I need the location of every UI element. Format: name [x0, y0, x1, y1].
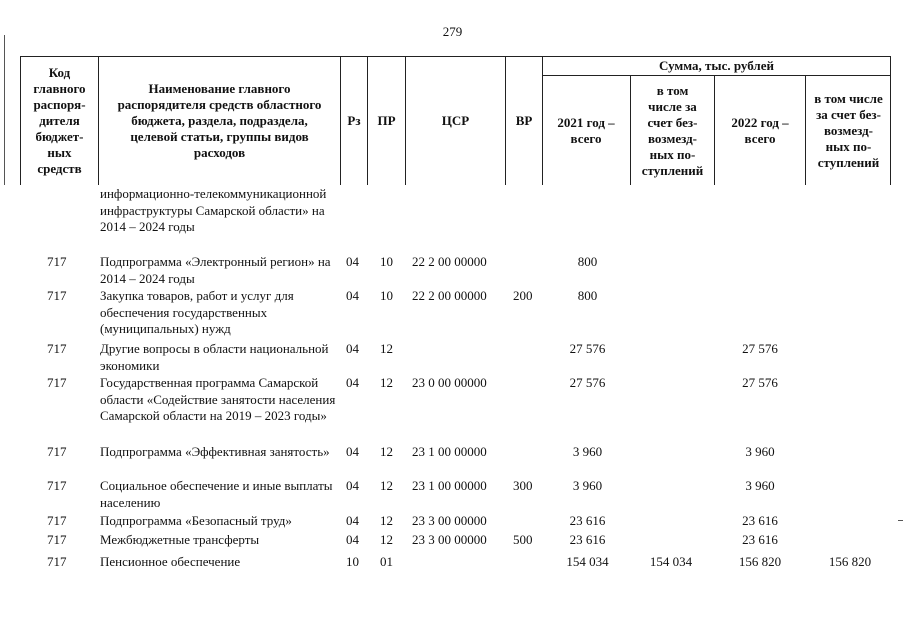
row-rz: 04 — [346, 288, 359, 303]
row-vr: 200 — [513, 288, 533, 303]
row-pr: 10 — [380, 288, 393, 303]
row-code: 717 — [47, 254, 67, 269]
row-name: Подпрограмма «Безопасный труд» — [100, 513, 292, 528]
header-pr — [367, 56, 405, 185]
row-rz: 04 — [346, 254, 359, 269]
row-rz: 04 — [346, 532, 359, 547]
row-y2021: 3 960 — [572, 444, 603, 459]
row-y2021: 154 034 — [566, 554, 609, 569]
row-code: 717 — [47, 341, 67, 356]
row-name: Государственная программа Самарской области «Содействие занятости населения Самарской области на 2019 – 2023 годы» — [100, 375, 336, 423]
row-rz: 04 — [346, 444, 359, 459]
row-code: 717 — [47, 478, 67, 493]
header-y2021 — [542, 76, 630, 185]
row-y2021: 800 — [577, 288, 598, 303]
row-code: 717 — [47, 375, 67, 390]
row-code: 717 — [47, 532, 67, 547]
row-pr: 12 — [380, 478, 393, 493]
row-csr: 23 1 00 00000 — [412, 478, 487, 493]
header-y2021-free — [631, 76, 714, 185]
header-sum: Сумма, тыс. рублей — [659, 57, 774, 73]
row-code: 717 — [47, 444, 67, 459]
header-top-border — [20, 56, 891, 57]
scan-edge-line — [4, 35, 5, 185]
row-vr: 500 — [513, 532, 533, 547]
header-rz-label: Рз — [347, 112, 361, 128]
row-y2022: 27 576 — [742, 375, 778, 390]
row-y2021: 23 616 — [569, 513, 606, 528]
row-name: Социальное обеспечение и иные выплаты населению — [100, 478, 333, 510]
header-vr-label: ВР — [515, 112, 533, 128]
header-csr — [405, 56, 505, 185]
row-csr: 23 1 00 00000 — [412, 444, 487, 459]
header-name-label: Наименование главного распорядителя средств областного бюджета, раздела, подраздела, целевой статьи, группы видов расходов — [117, 80, 322, 160]
row-pr: 10 — [380, 254, 393, 269]
row-csr: 23 3 00 00000 — [412, 532, 487, 547]
header-rz — [340, 56, 367, 185]
row-name: Межбюджетные трансферты — [100, 532, 260, 547]
row-csr: 23 0 00 00000 — [412, 375, 487, 390]
row-rz: 04 — [346, 375, 359, 390]
header-code-label: Код главного распоря-дителя бюджет-ных средств — [33, 64, 86, 176]
header-vr — [505, 56, 542, 185]
row-rz: 04 — [346, 513, 359, 528]
row-y2021: 3 960 — [572, 478, 603, 493]
header-y2022-free — [806, 76, 891, 185]
row-y2021: 23 616 — [569, 532, 606, 547]
row-code: 717 — [47, 288, 67, 303]
row-y2021-free: 154 034 — [649, 554, 693, 569]
row-pr: 12 — [380, 513, 393, 528]
header-y2022-free-label: в том числе за счет без-возмезд-ных по-ступлений — [814, 90, 883, 170]
header-y2021-free-label: в том числе за счет без-возмезд-ных по-ступлений — [641, 82, 704, 178]
margin-tick — [898, 520, 903, 521]
row-csr: 22 2 00 00000 — [412, 288, 487, 303]
row-y2021: 27 576 — [569, 341, 606, 356]
header-csr-label: ЦСР — [441, 112, 470, 128]
row-name: Другие вопросы в области национальной экономики — [100, 341, 329, 373]
header-pr-label: ПР — [377, 112, 396, 128]
row-y2022: 3 960 — [745, 478, 775, 493]
row-y2022: 23 616 — [742, 532, 778, 547]
header-y2022-label: 2022 год – всего — [731, 114, 789, 146]
header-y2022 — [715, 76, 805, 185]
row-name: Подпрограмма «Эффективная занятость» — [100, 444, 330, 459]
row-pr: 12 — [380, 375, 393, 390]
row-name: Подпрограмма «Электронный регион» на 2014 – 2024 годы — [100, 254, 331, 286]
row-rz: 04 — [346, 341, 359, 356]
row-y2022: 156 820 — [738, 554, 782, 569]
row-csr: 23 3 00 00000 — [412, 513, 487, 528]
row-rz: 10 — [346, 554, 359, 569]
table-header — [20, 56, 891, 185]
row-vr: 300 — [513, 478, 533, 493]
header-code — [20, 56, 98, 185]
row-y2021: 800 — [577, 254, 598, 269]
row-name: Закупка товаров, работ и услуг для обеспечения государственных (муниципальных) нужд — [100, 288, 294, 336]
row-rz: 04 — [346, 478, 359, 493]
row-y2021: 27 576 — [569, 375, 606, 390]
row-pr: 12 — [380, 341, 393, 356]
page-number: 279 — [442, 24, 463, 39]
row-y2022-free: 156 820 — [828, 554, 872, 569]
row-y2022: 3 960 — [745, 444, 775, 459]
header-y2021-label: 2021 год – всего — [557, 114, 615, 146]
row-code: 717 — [47, 513, 67, 528]
row-name: информационно-телекоммуникационной инфраструктуры Самарской области» на 2014 – 2024 годы — [100, 186, 327, 234]
row-y2022: 23 616 — [742, 513, 778, 528]
row-y2022: 27 576 — [742, 341, 778, 356]
row-name: Пенсионное обеспечение — [100, 554, 241, 569]
row-csr: 22 2 00 00000 — [412, 254, 487, 269]
row-code: 717 — [47, 554, 67, 569]
row-pr: 01 — [380, 554, 393, 569]
row-pr: 12 — [380, 532, 393, 547]
header-name — [98, 56, 340, 185]
row-pr: 12 — [380, 444, 393, 459]
